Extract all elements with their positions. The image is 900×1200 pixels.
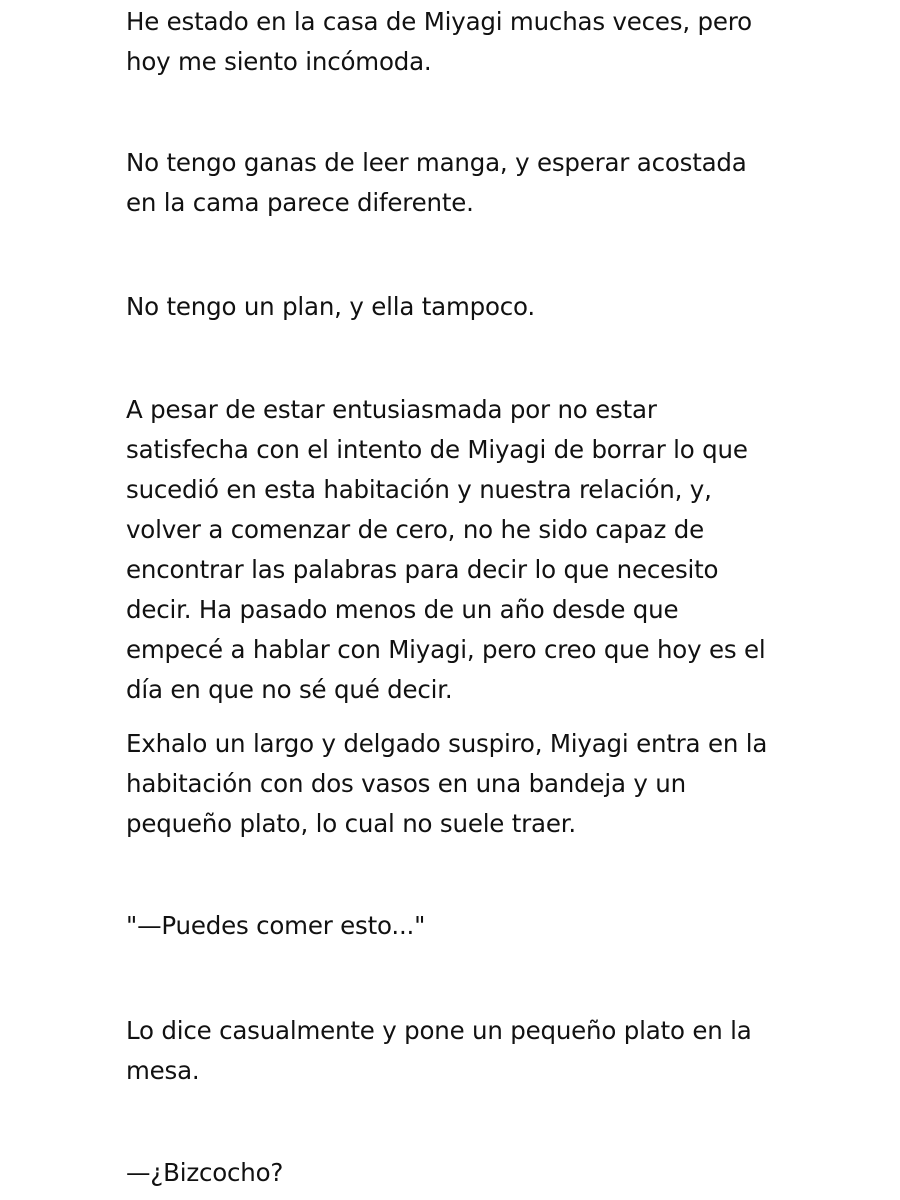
paragraph-4: A pesar de estar entusiasmada por no estar satisfecha con el intento de Miyagi de borrar lo que sucedió en esta habitación y nuestra relación, y, volver a comenzar de cero, no he sido capaz de encontrar las palabras para decir lo que necesito decir. Ha pasado menos de un año desde que empecé a hablar con Miyagi, pero creo que hoy es el día en que no sé qué decir. [126,395,766,704]
paragraph-7: Lo dice casualmente y pone un pequeño plato en la mesa. [126,1016,752,1085]
paragraph-5: Exhalo un largo y delgado suspiro, Miyagi entra en la habitación con dos vasos en una bandeja y un pequeño plato, lo cual no suele traer. [126,729,768,838]
paragraph-3: No tengo un plan, y ella tampoco. [126,292,535,321]
paragraph-2: No tengo ganas de leer manga, y esperar acostada en la cama parece diferente. [126,148,747,217]
paragraph-8-dialogue: —¿Bizcocho? [126,1158,284,1187]
paragraph-1: He estado en la casa de Miyagi muchas veces, pero hoy me siento incómoda. [126,7,752,76]
paragraph-6-dialogue: "—Puedes comer esto..." [126,911,426,940]
